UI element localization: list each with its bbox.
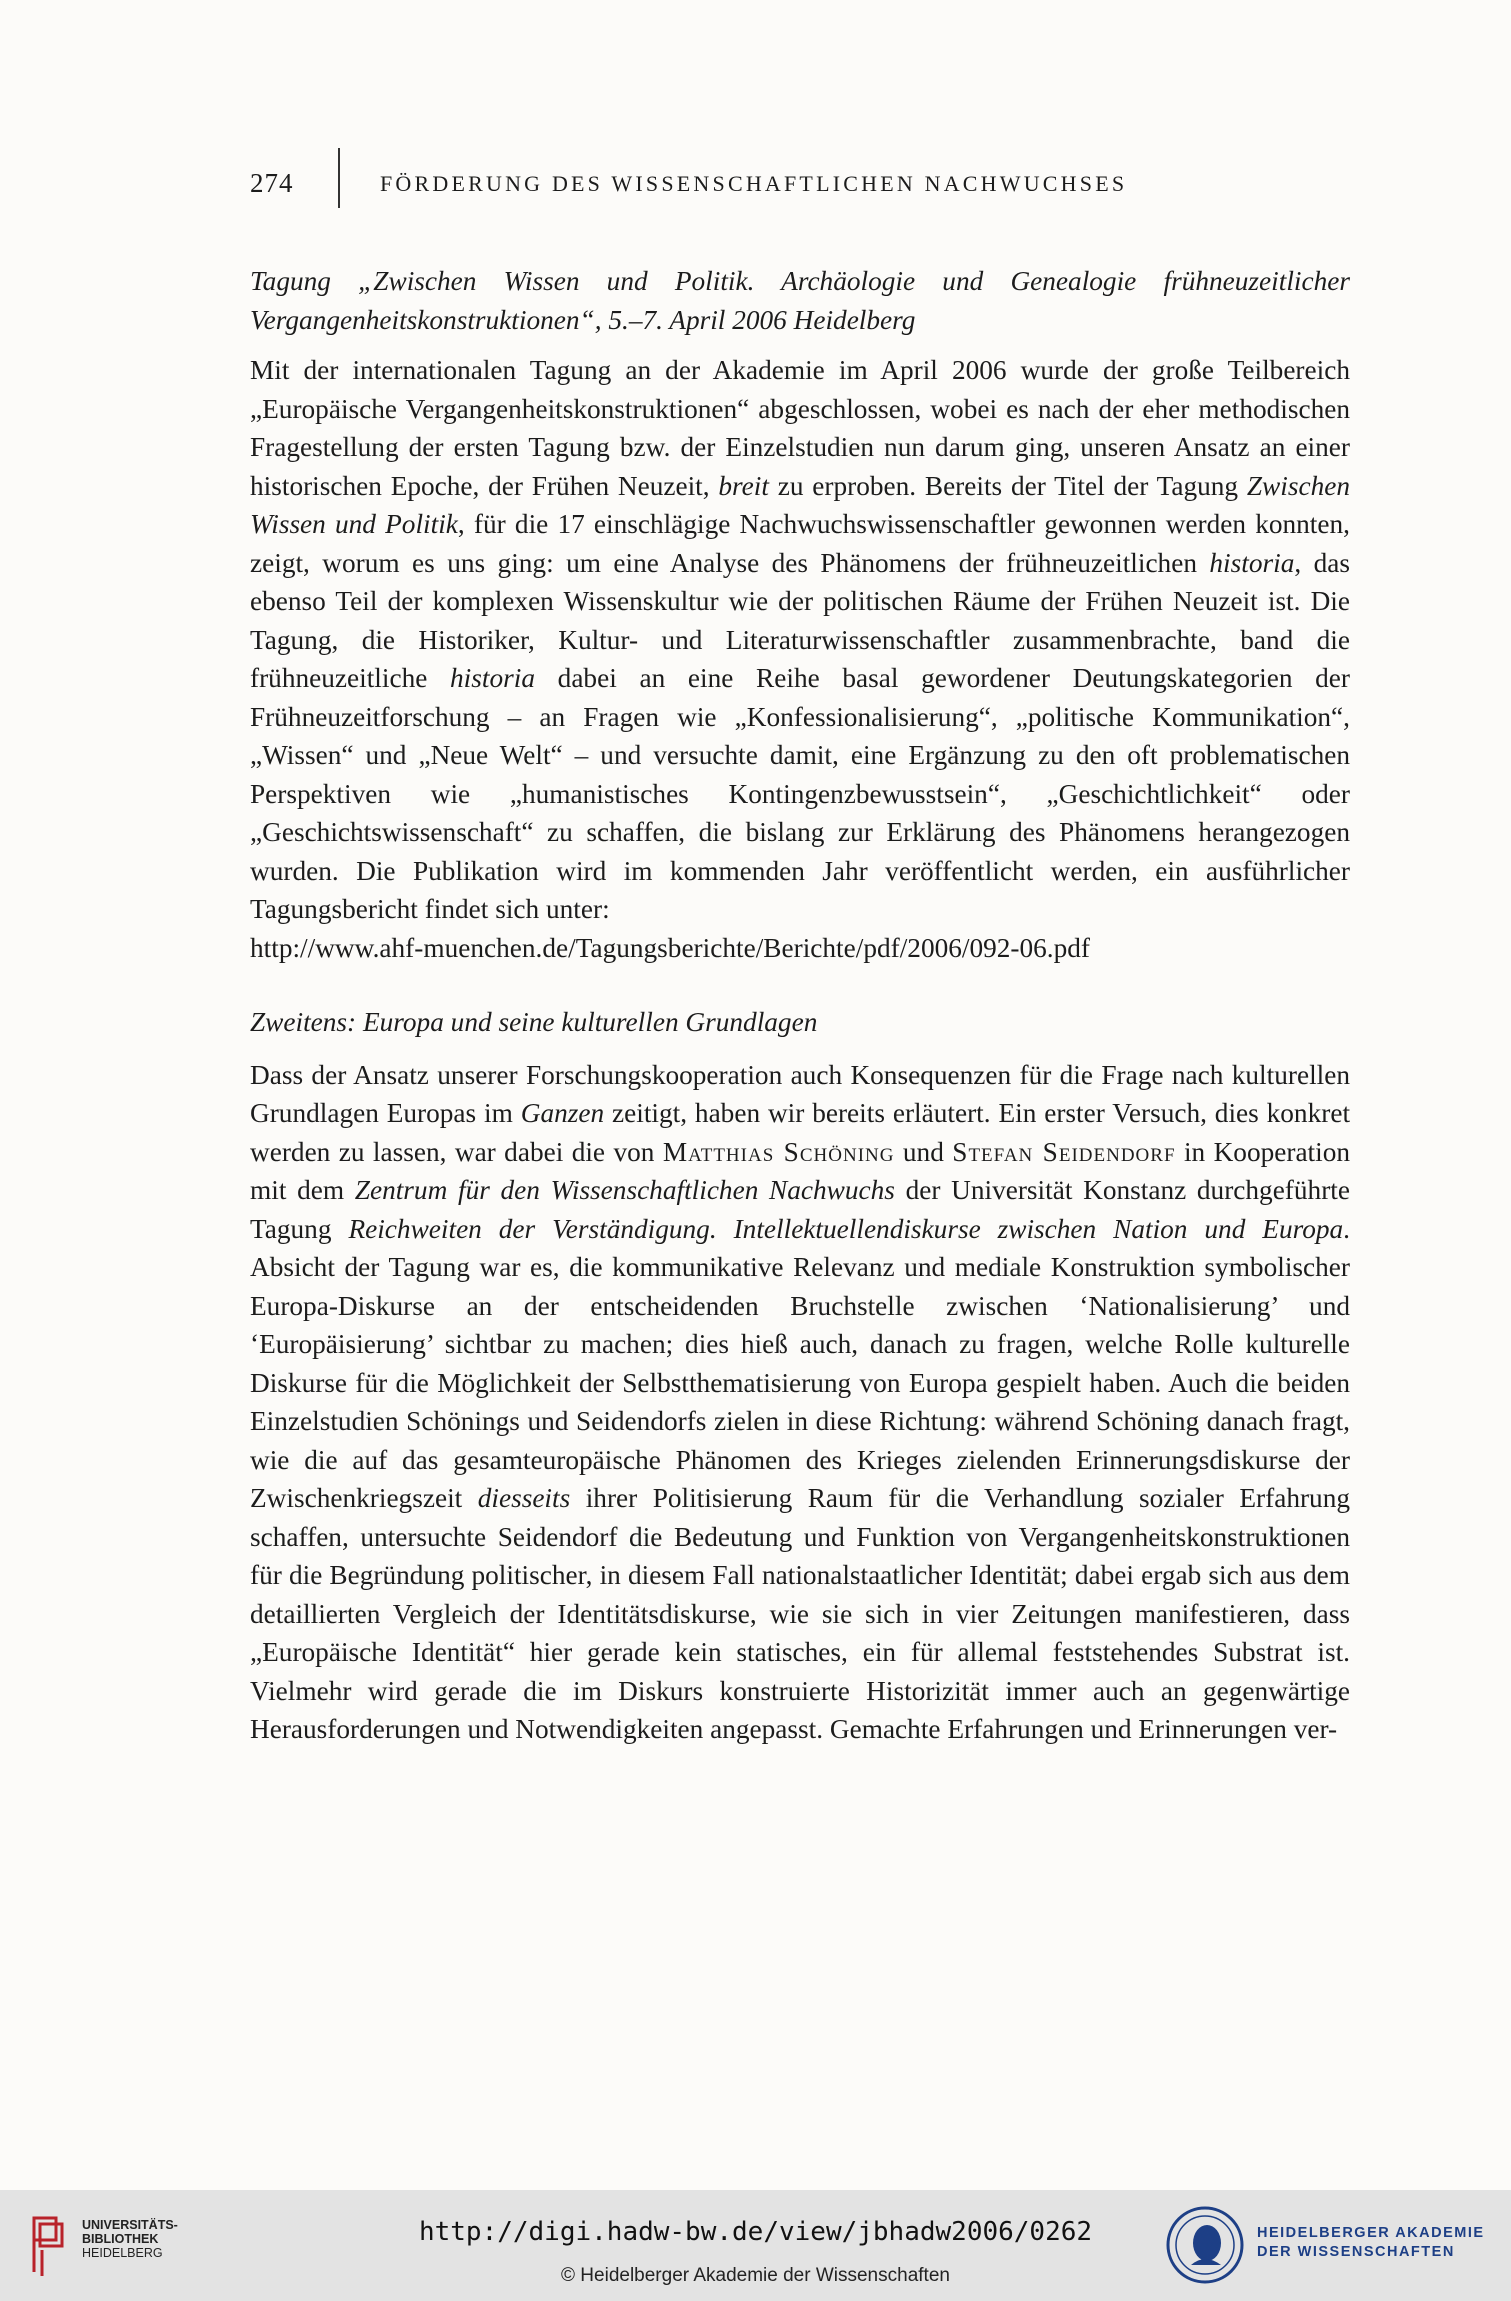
author-name-smallcaps: Matthias Schöning [662,1136,895,1167]
page-number: 274 [250,168,294,198]
italic-span: historia [1209,547,1295,578]
paragraph-europe [250,1056,1350,1749]
footer-bar [0,2190,1511,2301]
header-divider [338,148,340,208]
academy-seal-icon [1165,2205,1245,2285]
text-span: ihrer Politisierung Raum für die Verhandlung sozialer Erfahrung schaffen, untersuchte Seidendorf die Bedeutung und Funktion von Vergangenheitskonstruktionen für die Begründung politischer, in diesem Fall nationalstaatlicher Identität; dabei ergab sich aus dem detaillierten Vergleich der Identitätsdiskurse, wie sie sich in vier Zeitungen manifestieren, dass „Europäische Identität“ hier gerade kein statisches, ein für allemal feststehendes Substrat ist. Vielmehr wird gerade die im Diskurs konstruierte Historizität immer auch an gegenwärtige Herausforderungen und Notwendigkeiten angepasst. Gemachte Erfahrungen und Erinnerungen ver- [250,1483,1350,1744]
running-title: FÖRDERUNG DES WISSENSCHAFTLICHEN NACHWUCHSES [380,171,1128,196]
italic-span: Ganzen [520,1098,605,1128]
italic-span: Zentrum für den Wissenschaftlichen Nachwuchs [354,1175,895,1205]
footer-permalink[interactable]: http://digi.hadw-bw.de/view/jbhadw2006/0262 [418,2217,1093,2247]
italic-span: historia [450,663,535,693]
ub-line: UNIVERSITÄTS- [82,2218,178,2232]
text-span: dabei an eine Reihe basal gewordener Deutungskategorien der Frühneuzeitforschung – an Fragen wie „Konfessionalisierung“, „politische Kommunikation“, „Wissen“ und „Neue Welt“ – und versuchte damit, eine Ergänzung zu den oft problematischen Perspektiven wie „humanistisches Kontingenzbewusstsein“, „Geschichtlichkeit“ oder „Geschichtswissenschaft“ zu schaffen, die bislang zur Erklärung des Phänomens herangezogen wurden. Die Publikation wird im kommenden Jahr veröffentlicht werden, ein ausführlicher Tagungsbericht findet sich unter: [250,663,1351,924]
italic-span: Reichweiten der Verständigung. Intellektuellendiskurse zwischen Nation und Europa [348,1213,1344,1244]
academy-label [1257,2224,1485,2262]
text-span: der Universität Konstanz durchgeführte Tagung [250,1175,1350,1244]
text-span: Dass der Ansatz unserer Forschungskooperation auch Konsequenzen für die Frage nach kulturellen Grundlagen Europas im [250,1059,1350,1128]
author-name-smallcaps: Stefan Seidendorf [952,1136,1176,1167]
text-span: zu erproben. Bereits der Titel der Tagung [777,470,1239,501]
running-head [250,168,1260,208]
footer-copyright: © Heidelberger Akademie der Wissenschaften [561,2265,950,2286]
text-span: . Absicht der Tagung war es, die kommunikative Relevanz und mediale Konstruktion symbolischer Europa-Diskurse an der entscheidenden Bruchstelle zwischen ‘Nationalisierung’ und ‘Europäisierung’ sichtbar zu machen; dies hieß auch, danach zu fragen, welche Rolle kulturelle Diskurse für die Möglichkeit der Selbstthematisierung von Europa gespielt haben. Auch die beiden Einzelstudien Schönings und Seidendorfs zielen in diese Richtung: während Schöning danach fragt, wie die auf das gesamteuropäische Phänomen des Krieges zielenden Erinnerungsdiskurse der Zwischenkriegszeit [250,1213,1350,1513]
text-span: zeitigt, haben wir bereits erläutert. Ein erster Versuch, dies konkret werden zu lassen, war dabei die von [250,1098,1351,1167]
text-span: und [902,1136,944,1167]
section-heading: Zweitens: Europa und seine kulturellen Grundlagen [250,1007,818,1037]
body-text [250,262,1350,1749]
academy-line: HEIDELBERGER AKADEMIE [1257,2225,1485,2241]
italic-span: Zwischen Wissen und Politik [250,470,1350,539]
text-span: Mit der internationalen Tagung an der Akademie im April 2006 wurde der große Teilbereich „Europäische Vergangenheitskonstruktionen“ abgeschlossen, wobei es nach der eher methodischen Fragestellung der ersten Tagung bzw. der Einzelstudien nun darum ging, unseren Ansatz an einer historischen Epoche, der Frühen Neuzeit, [250,355,1350,501]
italic-span: breit [718,470,769,501]
paragraph-conference [250,351,1350,929]
text-span: , das ebenso Teil der komplexen Wissenskultur wie der politischen Räume der Frühen Neuzeit ist. Die Tagung, die Historiker, Kultur- und Literaturwissenschaftler zusammenbrachte, band die frühneuzeitliche [250,547,1350,693]
ub-line: BIBLIOTHEK [82,2232,159,2246]
report-url[interactable]: http://www.ahf-muenchen.de/Tagungsberichte/Berichte/pdf/2006/092-06.pdf [250,932,1091,963]
academy-logo[interactable] [1165,2202,1495,2292]
italic-span: diesseits [477,1483,571,1513]
ub-line: HEIDELBERG [82,2246,163,2260]
academy-line: DER WISSENSCHAFTEN [1257,2244,1455,2260]
text-span: , für die 17 einschlägige Nachwuchswissenschaftler gewonnen werden konnten, zeigt, worum es uns ging: um eine Analyse des Phänomens der frühneuzeitlichen [250,509,1350,578]
text-span: in Kooperation mit dem [250,1136,1351,1205]
conference-title: Tagung „Zwischen Wissen und Politik. Archäologie und Genealogie frühneuzeitlicher Vergangenheitskonstruktionen“, 5.–7. April 2006 Heidelberg [250,266,1350,335]
